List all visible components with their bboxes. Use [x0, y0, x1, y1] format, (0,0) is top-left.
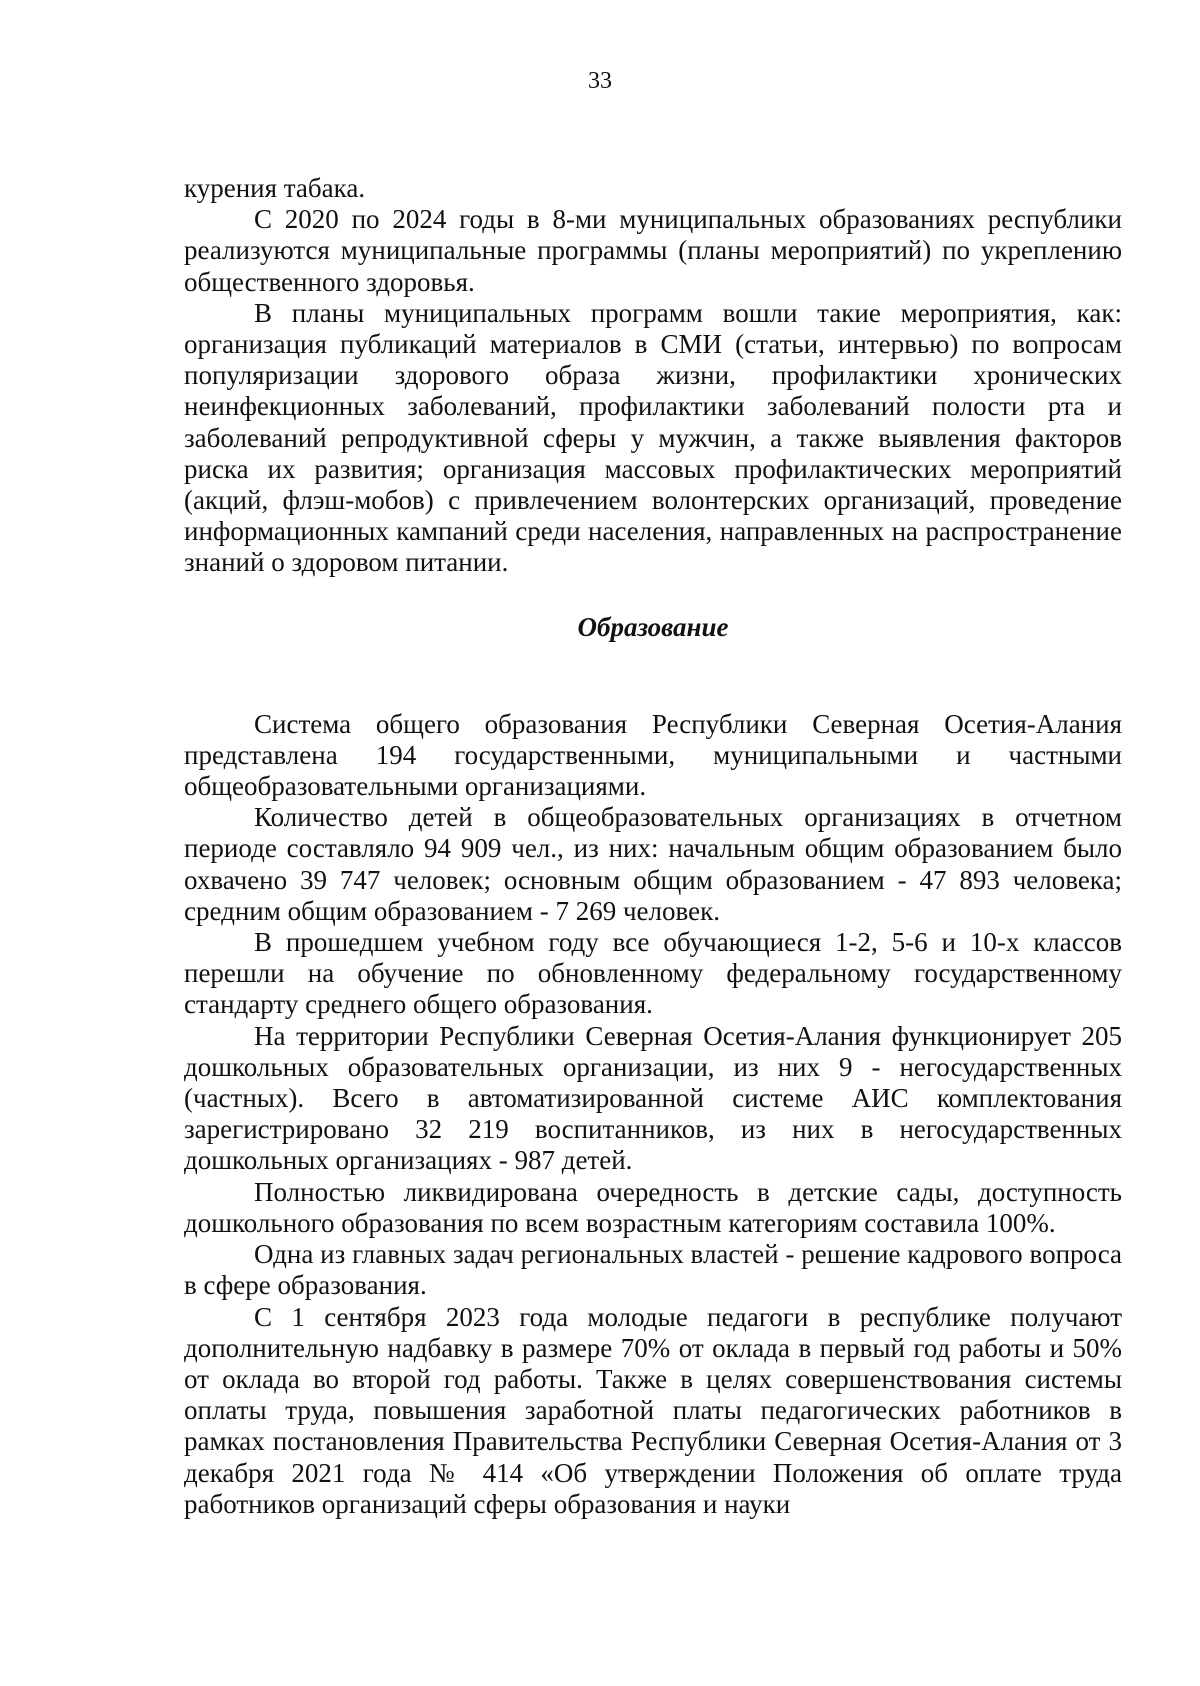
paragraph-municipal-programs: С 2020 по 2024 годы в 8-ми муниципальных образованиях республики реализуются муниципальные программы (планы мероприятий) по укреплению общественного здоровья. [184, 204, 1122, 297]
paragraph-staffing: Одна из главных задач региональных властей - решение кадрового вопроса в сфере образования. [184, 1239, 1122, 1301]
paragraph-new-standard: В прошедшем учебном году все обучающиеся 1-2, 5-6 и 10-х классов перешли на обучение по обновленному федеральному государственному стандарту среднего общего образования. [184, 927, 1122, 1020]
paragraph-queue: Полностью ликвидирована очередность в детские сады, доступность дошкольного образования по всем возрастным категориям составила 100%. [184, 1176, 1122, 1238]
paragraph-education-system: Система общего образования Республики Северная Осетия-Алания представлена 194 государственными, муниципальными и частными общеобразовательными организациями. [184, 708, 1122, 802]
paragraph-continued: курения табака. [184, 173, 366, 203]
paragraph-students-count: Количество детей в общеобразовательных организациях в отчетном периоде составляло 94 909 чел., из них: начальным общим образованием было охвачено 39 747 человек; основным общим образованием - 47 893 человека; средним общим образованием - 7 269 человек. [184, 802, 1122, 926]
paragraph-program-measures: В планы муниципальных программ вошли такие мероприятия, как: организация публикаций материалов в СМИ (статьи, интервью) по вопросам популяризации здорового образа жизни, профилактики хронических неинфекционных заболеваний, профилактики заболеваний полости рта и заболеваний репродуктивной сферы у мужчин, а также выявления факторов риска их развития; организация массовых профилактических мероприятий (акций, флэш-мобов) с привлечением волонтерских организаций, проведение информационных кампаний среди населения, направленных на распространение знаний о здоровом питании. [184, 297, 1122, 578]
page-number: 33 [588, 68, 612, 94]
paragraph-preschool: На территории Республики Северная Осетия-Алания функционирует 205 дошкольных образовательных организации, из них 9 - негосударственных (частных). Всего в автоматизированной системе АИС комплектования зарегистрировано 32 219 воспитанников, из них в негосударственных дошкольных организациях - 987 детей. [184, 1020, 1122, 1176]
section-title: Образование [577, 611, 729, 642]
paragraph-young-teachers: С 1 сентября 2023 года молодые педагоги в республике получают дополнительную надбавку в размере 70% от оклада в первый год работы и 50% от оклада во второй год работы. Также в целях совершенствования системы оплаты труда, повышения заработной платы педагогических работников в рамках постановления Правительства Республики Северная Осетия-Алания от 3 декабря 2021 года № 414 «Об утверждении Положения об оплате труда работников организаций сферы образования и науки [184, 1301, 1122, 1519]
page-content [184, 173, 1122, 1520]
